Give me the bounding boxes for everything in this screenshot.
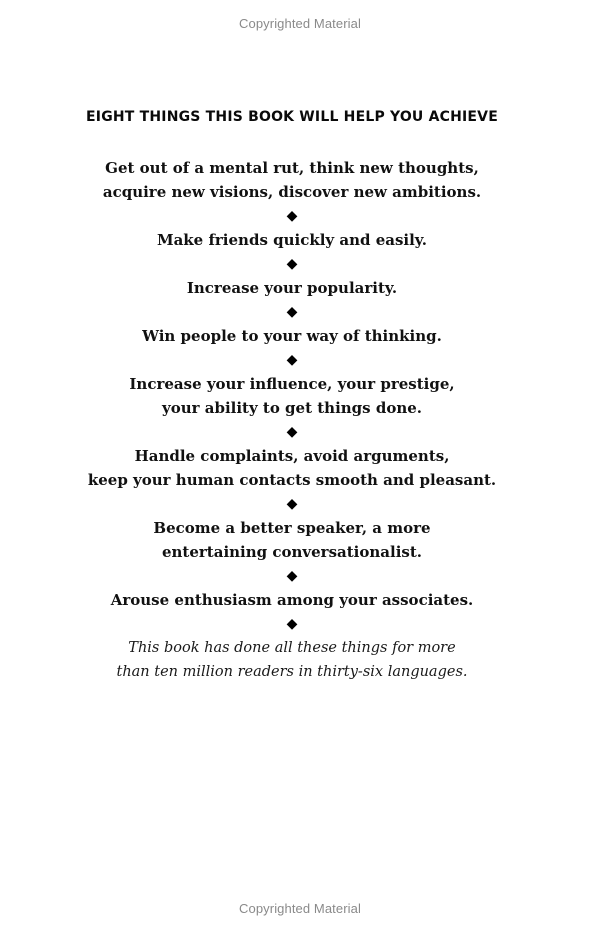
diamond-icon: ◆: [286, 208, 298, 224]
benefits-list: [0, 156, 584, 636]
benefit-line: keep your human contacts smooth and pleasant.: [87, 471, 497, 489]
diamond-icon: ◆: [286, 304, 298, 320]
closing-statement: [0, 636, 584, 684]
benefit-item: [0, 324, 584, 348]
copyright-watermark-bottom: Copyrighted Material: [239, 901, 361, 916]
benefit-item: [0, 516, 584, 564]
benefit-line: Increase your influence, your prestige,: [129, 375, 455, 393]
benefit-line: Get out of a mental rut, think new thoughts,: [105, 159, 479, 177]
benefit-item: [0, 444, 584, 492]
benefit-item: [0, 156, 584, 204]
benefit-line: acquire new visions, discover new ambitions.: [102, 183, 482, 201]
benefit-item: [0, 588, 584, 612]
diamond-icon: ◆: [286, 352, 298, 368]
benefit-line: entertaining conversationalist.: [161, 543, 422, 561]
diamond-icon: ◆: [286, 424, 298, 440]
diamond-icon: ◆: [286, 616, 298, 632]
benefit-line: Increase your popularity.: [186, 279, 398, 297]
benefit-line: your ability to get things done.: [161, 399, 423, 417]
benefit-item: [0, 228, 584, 252]
copyright-watermark-top: Copyrighted Material: [239, 16, 361, 31]
diamond-icon: ◆: [286, 256, 298, 272]
diamond-icon: ◆: [286, 568, 298, 584]
benefit-line: Arouse enthusiasm among your associates.: [110, 591, 474, 609]
benefit-line: Make friends quickly and easily.: [156, 231, 428, 249]
closing-line: This book has done all these things for more: [128, 640, 456, 656]
benefit-line: Win people to your way of thinking.: [142, 327, 442, 345]
diamond-icon: ◆: [286, 496, 298, 512]
closing-line: than ten million readers in thirty-six languages.: [116, 664, 468, 680]
benefit-line: Handle complaints, avoid arguments,: [134, 447, 450, 465]
benefit-line: Become a better speaker, a more: [153, 519, 431, 537]
benefit-item: [0, 276, 584, 300]
page-heading: EIGHT THINGS THIS BOOK WILL HELP YOU ACHIEVE: [86, 109, 498, 125]
benefit-item: [0, 372, 584, 420]
